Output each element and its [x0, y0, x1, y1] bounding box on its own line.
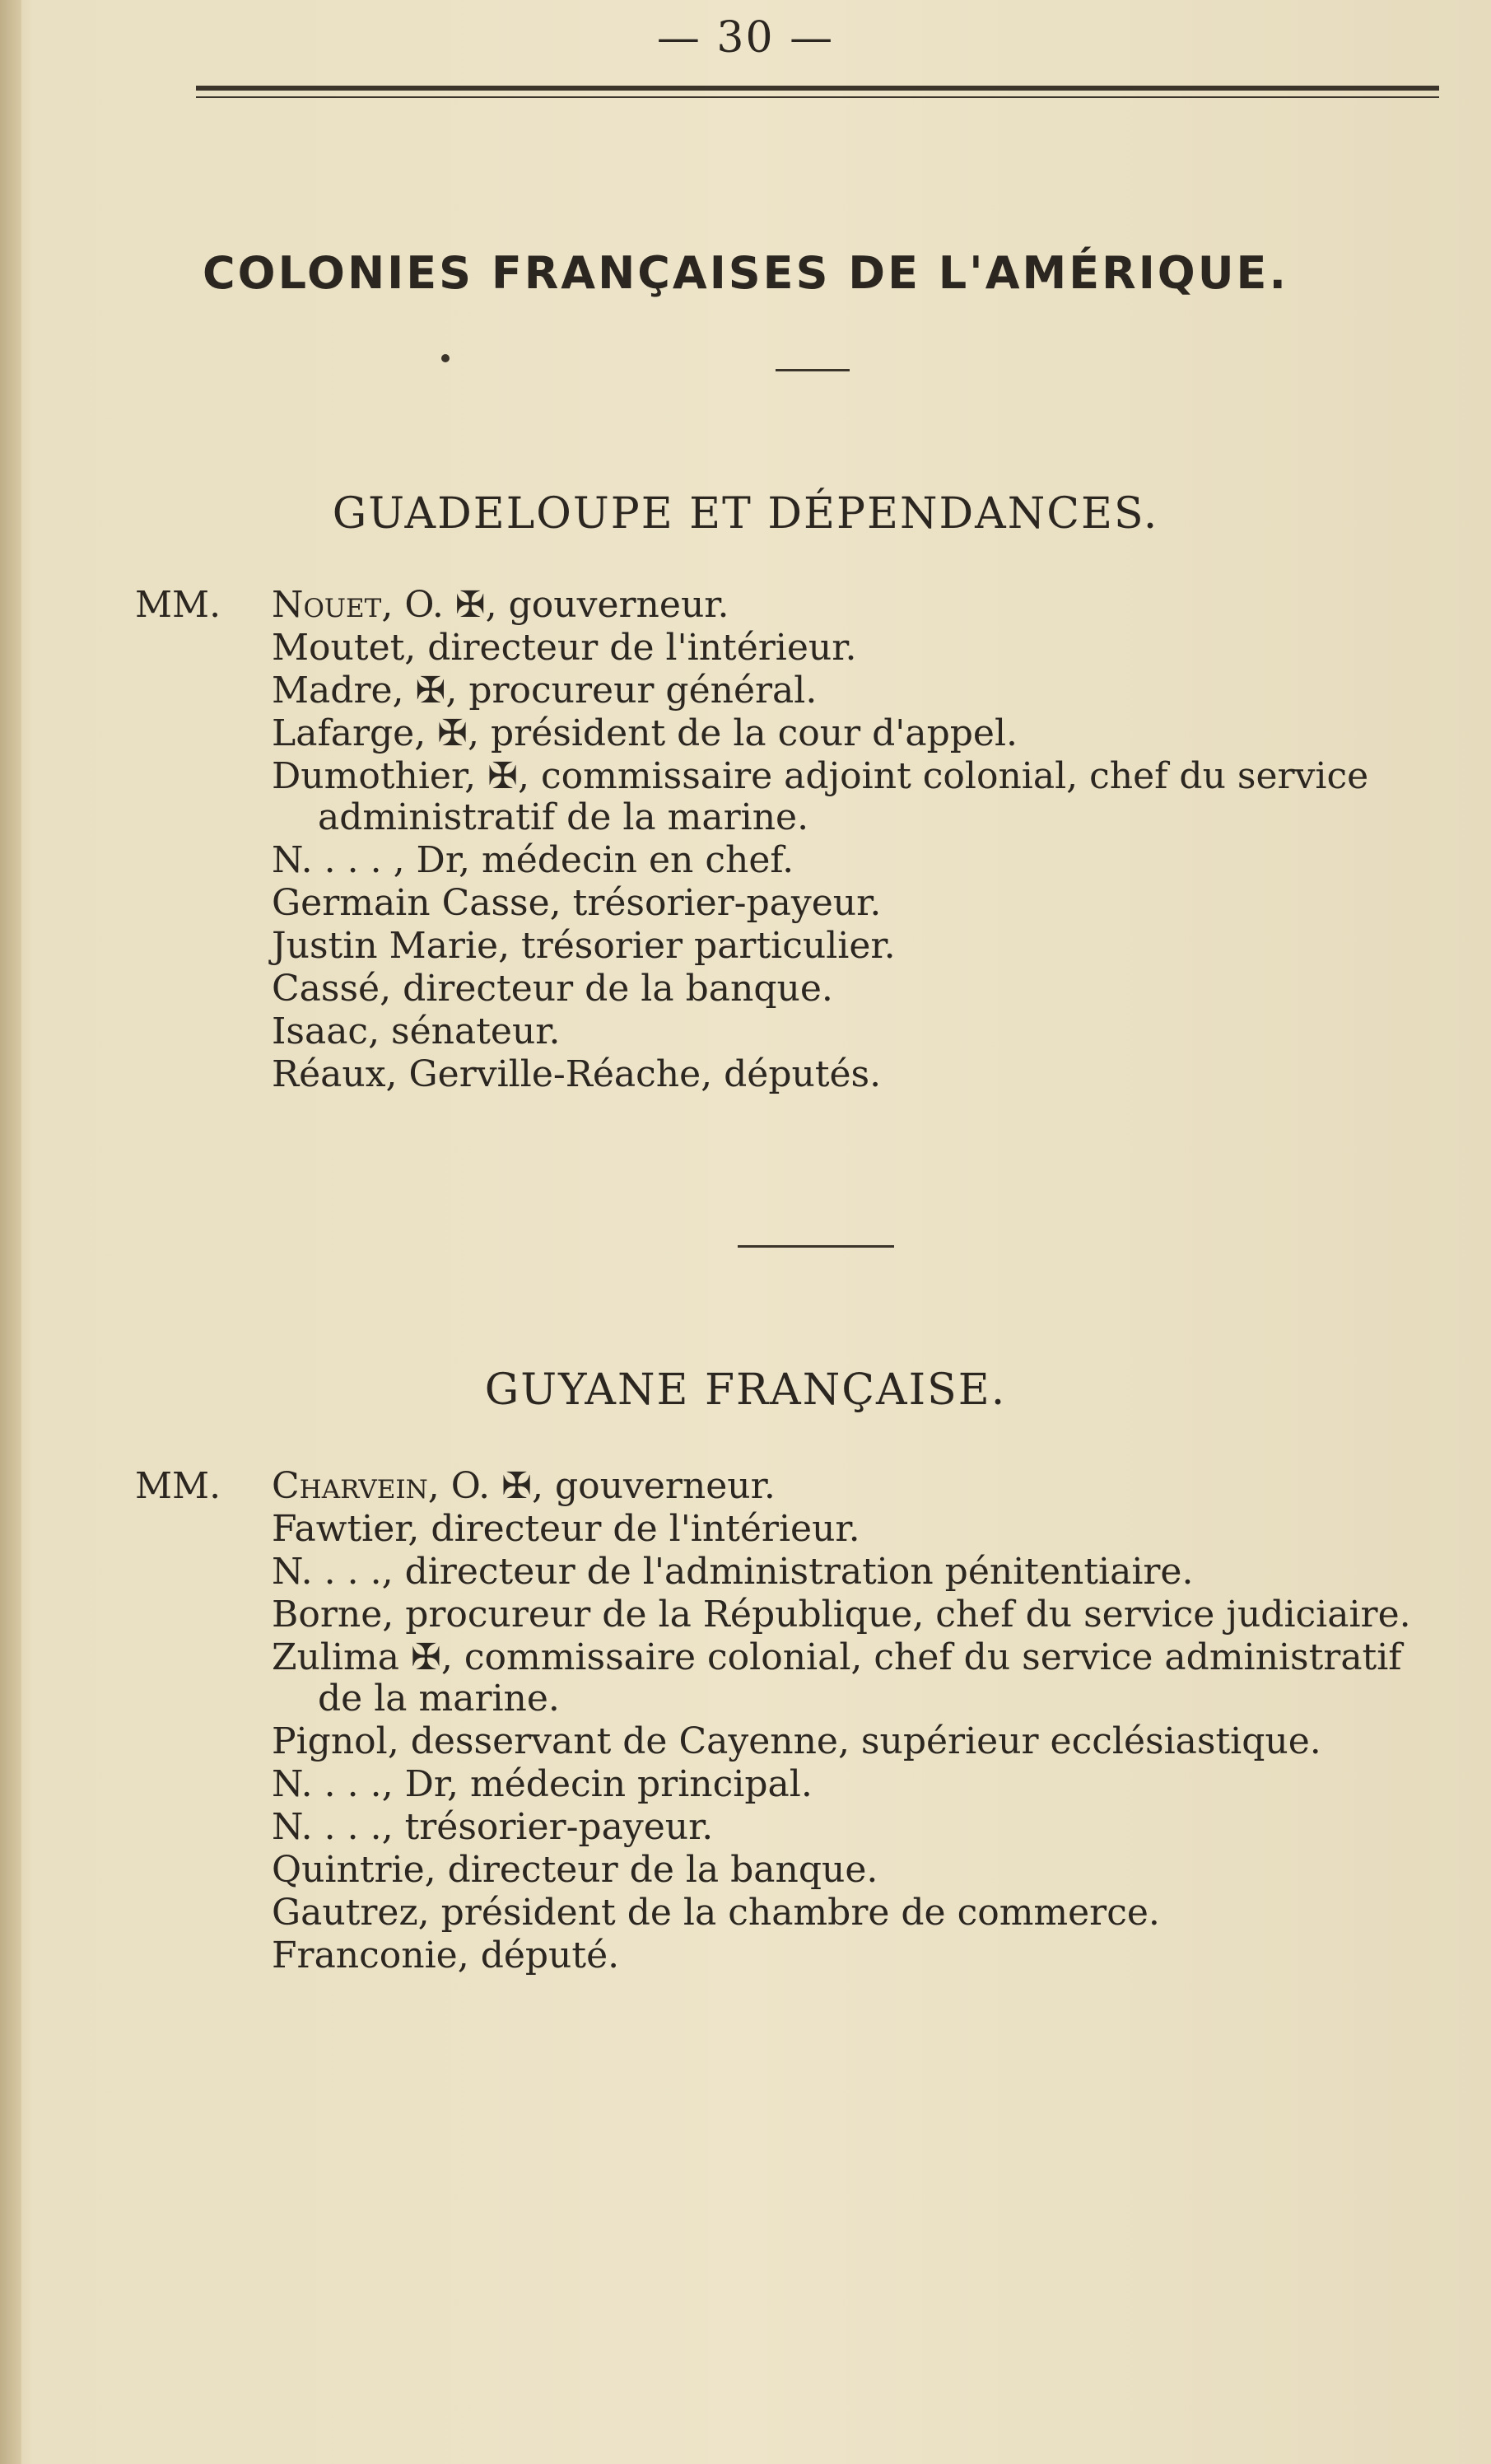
list-item — [272, 840, 1449, 881]
list-item — [272, 713, 1449, 754]
list-item — [272, 968, 1449, 1010]
entry-text: N. . . ., trésorier-payeur. — [272, 1806, 714, 1848]
page-number: — 30 — — [656, 13, 835, 63]
entry-text: Fawtier, directeur de l'intérieur. — [272, 1508, 860, 1550]
entry-text: N. . . ., Dr, médecin principal. — [272, 1763, 813, 1805]
entry-text: Moutet, directeur de l'intérieur. — [272, 627, 857, 669]
list-item — [272, 1807, 1449, 1848]
entry-text: Réaux, Gerville-Réache, députés. — [272, 1053, 882, 1095]
page-spine — [0, 0, 21, 2464]
entry-text: Germain Casse, trésorier-payeur. — [272, 882, 882, 924]
list-item — [272, 1054, 1449, 1095]
list-item — [272, 1011, 1449, 1052]
entry-text: Madre, ✠, procureur général. — [272, 670, 818, 712]
list-item — [135, 584, 1449, 626]
header-rule-thin — [196, 96, 1439, 98]
list-item — [272, 1637, 1449, 1720]
entry-text: Dumothier, ✠, commissaire adjoint colonial, chef du service administratif de la marine. — [272, 755, 1369, 838]
entry-text: Borne, procureur de la République, chef du service judiciaire. — [272, 1594, 1411, 1636]
list-item — [272, 1764, 1449, 1805]
list-item — [272, 1892, 1449, 1934]
section-title-guyane: GUYANE FRANÇAISE. — [484, 1365, 1007, 1415]
header-rule-thick — [196, 86, 1439, 91]
list-item — [272, 756, 1449, 838]
entry-text: O. ✠, gouverneur. — [393, 584, 729, 626]
entries-guyane — [135, 1465, 1449, 1978]
entry-text: Gautrez, président de la chambre de commerce. — [272, 1892, 1160, 1934]
entry-name: Charvein, — [272, 1465, 440, 1507]
entry-text: N. . . . , Dr, médecin en chef. — [272, 839, 794, 881]
list-item — [272, 628, 1449, 669]
entry-text: N. . . ., directeur de l'administration pénitentiaire. — [272, 1551, 1194, 1593]
ornament-dot — [441, 354, 450, 362]
mm-prefix: MM. — [135, 584, 221, 626]
entry-text: Franconie, député. — [272, 1934, 620, 1976]
list-item — [135, 1465, 1449, 1507]
entry-text: Lafarge, ✠, président de la cour d'appel. — [272, 712, 1018, 754]
title-rule — [776, 369, 850, 371]
list-item — [272, 1850, 1449, 1891]
section-title-guadeloupe: GUADELOUPE ET DÉPENDANCES. — [332, 489, 1159, 539]
list-item — [272, 1509, 1449, 1550]
list-item — [272, 1935, 1449, 1976]
entry-text: Cassé, directeur de la banque. — [272, 968, 833, 1010]
entry-text: Justin Marie, trésorier particulier. — [272, 925, 896, 967]
entry-text: Isaac, sénateur. — [272, 1010, 561, 1052]
entry-text: Pignol, desservant de Cayenne, supérieur ecclésiastique. — [272, 1720, 1321, 1762]
list-item — [272, 883, 1449, 924]
section-divider — [738, 1245, 894, 1248]
entry-text: O. ✠, gouverneur. — [439, 1465, 776, 1507]
entries-guadeloupe — [135, 584, 1449, 1097]
list-item — [272, 1552, 1449, 1593]
list-item — [272, 926, 1449, 967]
list-item — [272, 1594, 1449, 1636]
list-item — [272, 1721, 1449, 1762]
entry-text: Zulima ✠, commissaire colonial, chef du service administratif de la marine. — [272, 1636, 1402, 1720]
main-title: COLONIES FRANÇAISES DE L'AMÉRIQUE. — [203, 247, 1288, 299]
mm-prefix: MM. — [135, 1465, 221, 1507]
list-item — [272, 670, 1449, 712]
entry-name: Nouet, — [272, 584, 394, 626]
entry-text: Quintrie, directeur de la banque. — [272, 1849, 878, 1891]
